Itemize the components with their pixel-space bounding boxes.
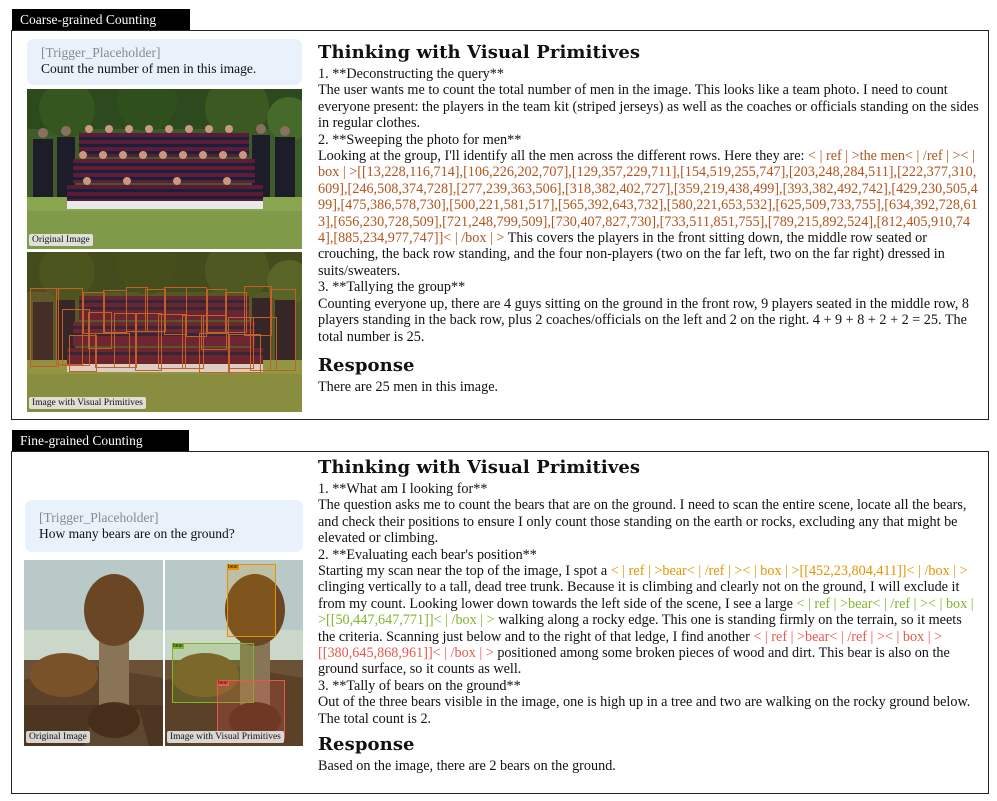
bear-bbox-tree [227, 564, 276, 637]
reasoning-text-fine [318, 456, 982, 775]
question-text: Count the number of men in this image. [41, 61, 257, 76]
step3-title: 3. **Tally of bears on the ground** [318, 677, 521, 694]
man-bbox [207, 289, 227, 333]
section-tab-coarse [12, 9, 190, 31]
step2-title: 2. **Evaluating each bear's position** [318, 546, 537, 563]
step2-part-a: Starting my scan near the top of the image, I spot a [318, 563, 611, 580]
section-tab-label: Coarse-grained Counting [20, 12, 157, 27]
step2-body [318, 563, 982, 678]
original-image-label: Original Image [26, 731, 90, 743]
bear-photo-primitives [165, 560, 303, 746]
query-box [25, 500, 303, 552]
step2-outro: This covers the players in the front sitting down, the middle row seated or crouching, the back row standing, and the four non-players (two on the far left, two on the far right) dressed in suits/sweaters. [318, 230, 945, 279]
thinking-heading: Thinking with Visual Primitives [318, 457, 641, 478]
step3-title: 3. **Tallying the group** [318, 279, 466, 296]
step3-body: Out of the three bears visible in the image, one is high up in a tree and two are walking on the rocky ground below. The total count is 2. [318, 694, 971, 727]
team-photo-primitives [27, 252, 302, 412]
step2-intro: Looking at the group, I'll identify all the men across the different rows. Here they are: [318, 148, 809, 165]
bear-tag: bear [173, 643, 184, 649]
team-photo-illustration [27, 89, 302, 249]
section-tab-fine [12, 430, 189, 452]
response-text: Based on the image, there are 2 bears on the ground. [318, 758, 616, 775]
section-tab-label: Fine-grained Counting [20, 433, 143, 448]
team-photo-original [27, 89, 302, 249]
response-text: There are 25 men in this image. [318, 378, 499, 395]
step2-part-d: positioned among some broken pieces of wood and dirt. This bear is also on the ground surface, so it counts as well. [318, 645, 950, 678]
step1-body: The question asks me to count the bears that are on the ground. I need to scan the entire scene, locate all the bears, and check their positions to ensure I only count those standing on the earth or rocks, excluding any that might be elevated or climbing. [318, 497, 967, 547]
step3-body: Counting everyone up, there are 4 guys sitting on the ground in the front row, 9 players seated in the middle row, 8 players standing in the back row, plus 2 coaches/officials on the left and 2 on the right. 4 + 9 + 8 + 2 + 2 = 25. The total number is 25. [318, 295, 970, 345]
primitives-image-label: Image with Visual Primitives [29, 397, 146, 409]
step2-body [318, 148, 982, 279]
trigger-placeholder: [Trigger_Placeholder] [39, 510, 159, 525]
question-text: How many bears are on the ground? [39, 526, 235, 541]
step2-part-b: clinging vertically to a tall, dead tree trunk. Because it is climbing and clearly not on the ground, I will exclude it from my count. Looking lower down towards the left side of the scene, I see a large [318, 579, 960, 612]
thinking-heading: Thinking with Visual Primitives [318, 42, 641, 63]
men-ref-boxes: < | ref | >the men< | /ref | >< | box | >[[13,228,116,714],[106,226,202,707],[129,357,229,711],[154,519,255,747],[203,248,284,511],[222,377,310,609],[246,508,374,728],[277,239,363,506],[318,382,402,727],[359,219,438,499],[393,382,492,742],[429,230,505,499],[475,386,578,730],[500,221,581,517],[565,392,643,732],[580,221,653,532],[625,509,733,755],[634,392,728,613],[656,230,728,509],[721,248,799,509],[730,407,827,730],[733,511,851,755],[789,215,892,524],[812,405,910,744],[885,234,977,747]]< | /box | > [318, 148, 978, 247]
trigger-placeholder: [Trigger_Placeholder] [41, 45, 161, 60]
bear-scene-illustration [24, 560, 163, 746]
bear-tag: bear [218, 680, 229, 686]
bear-photo-original [24, 560, 163, 746]
step1-title: 1. **What am I looking for** [318, 481, 488, 497]
man-bbox [30, 288, 59, 367]
man-bbox [270, 289, 296, 371]
original-image-label: Original Image [29, 234, 93, 246]
bear-ref-tree: < | ref | >bear< | /ref | >< | box | >[[452,23,804,411]]< | /box | > [610, 563, 968, 580]
reasoning-text-coarse [318, 41, 982, 395]
query-box [27, 39, 302, 85]
bear-tag: bear [228, 564, 239, 570]
step2-title: 2. **Sweeping the photo for men** [318, 131, 522, 148]
bear-ref-ledge: < | ref | >bear< | /ref | >< | box | >[[50,447,647,771]]< | /box | > [318, 595, 974, 629]
bear-ref-ground: < | ref | >bear< | /ref | >< | box | >[[380,645,868,961]]< | /box | > [318, 628, 943, 662]
response-heading: Response [318, 734, 415, 756]
primitives-image-label: Image with Visual Primitives [167, 731, 284, 743]
response-heading: Response [318, 354, 415, 376]
step1-body: The user wants me to count the total number of men in the image. This looks like a team photo. I need to count everyone present: the players in the team kit (striped jerseys) as well as the coaches or officials standing on the sides in regular clothes. [318, 82, 979, 132]
step2-part-c: walking along a rocky edge. This one is standing firmly on the terrain, so it meets the criteria. Scanning just below and to the right of that ledge, I find another [318, 612, 962, 645]
step1-title: 1. **Deconstructing the query** [318, 66, 504, 82]
